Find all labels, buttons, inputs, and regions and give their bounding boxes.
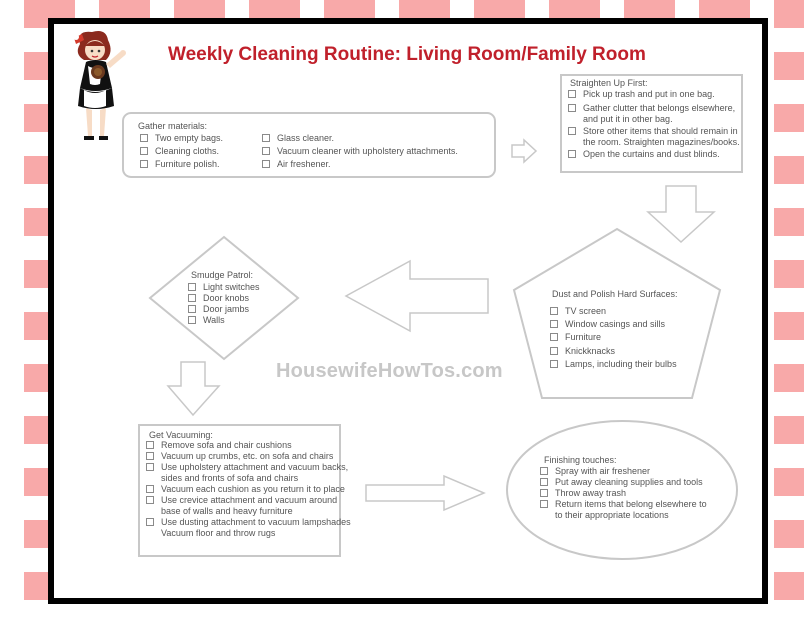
checkbox[interactable]	[146, 452, 154, 460]
gather-item: Vacuum cleaner with upholstery attachments.	[262, 146, 458, 159]
vacuum-item: Use upholstery attachment and vacuum backs, sides and fronts of sofa and chairs	[146, 462, 351, 484]
straighten-item: Store other items that should remain in the room. Straighten magazines/books.	[568, 126, 740, 149]
gather-item: Air freshener.	[262, 159, 458, 172]
gather-materials-list-col2	[262, 133, 458, 172]
smudge-item: Door jambs	[188, 304, 260, 315]
checkbox[interactable]	[540, 489, 548, 497]
checkbox[interactable]	[550, 360, 558, 368]
finishing-item: Spray with air freshener	[540, 466, 707, 477]
vacuum-item: Remove sofa and chair cushions	[146, 440, 351, 451]
dust-item: Furniture	[550, 332, 677, 346]
gather-item: Two empty bags.	[140, 133, 223, 146]
vacuum-item: Vacuum up crumbs, etc. on sofa and chairs	[146, 451, 351, 462]
checkbox[interactable]	[262, 134, 270, 142]
checkbox[interactable]	[550, 320, 558, 328]
checkbox[interactable]	[188, 294, 196, 302]
straighten-item: Pick up trash and put in one bag.	[568, 89, 740, 103]
checkbox[interactable]	[188, 316, 196, 324]
site-watermark: HousewifeHowTos.com	[276, 360, 503, 382]
gather-materials-heading: Gather materials:	[138, 121, 208, 131]
page-title: Weekly Cleaning Routine: Living Room/Family Room	[168, 44, 646, 65]
dust-item: Window casings and sills	[550, 319, 677, 332]
dust-item: Lamps, including their bulbs	[550, 359, 677, 372]
checkbox[interactable]	[568, 104, 576, 112]
dust-polish-list	[550, 306, 677, 372]
vacuum-item: Use dusting attachment to vacuum lampshades	[146, 517, 351, 528]
checkbox[interactable]	[146, 518, 154, 526]
checkbox[interactable]	[140, 134, 148, 142]
checkbox[interactable]	[540, 467, 548, 475]
smudge-patrol-heading: Smudge Patrol:	[191, 270, 254, 280]
checkbox[interactable]	[146, 463, 154, 471]
straighten-up-list	[568, 89, 740, 161]
get-vacuuming-heading: Get Vacuuming:	[149, 430, 213, 440]
checkbox[interactable]	[188, 305, 196, 313]
dust-polish-heading: Dust and Polish Hard Surfaces:	[552, 289, 678, 299]
dust-item: Knickknacks	[550, 346, 677, 359]
checkbox[interactable]	[540, 500, 548, 508]
arrow-right-icon	[510, 138, 540, 164]
gather-materials-list-col1	[140, 133, 223, 172]
finishing-touches-list	[540, 466, 707, 521]
smudge-patrol-list	[188, 282, 260, 326]
straighten-item: Gather clutter that belongs elsewhere, and put it in other bag.	[568, 103, 740, 126]
checkbox[interactable]	[262, 147, 270, 155]
checkbox[interactable]	[146, 485, 154, 493]
gather-item: Furniture polish.	[140, 159, 223, 172]
get-vacuuming-list	[146, 440, 351, 539]
finishing-item: Return items that belong elsewhere to to their appropriate locations	[540, 499, 707, 521]
arrow-down-icon	[166, 360, 222, 418]
checkbox[interactable]	[550, 333, 558, 341]
vacuum-item: Vacuum each cushion as you return it to place	[146, 484, 351, 495]
checkbox[interactable]	[550, 347, 558, 355]
smudge-item: Walls	[188, 315, 260, 326]
vacuum-item: Use crevice attachment and vacuum around base of walls and heavy furniture	[146, 495, 351, 517]
checkbox[interactable]	[146, 441, 154, 449]
dust-item: TV screen	[550, 306, 677, 319]
checkbox[interactable]	[540, 478, 548, 486]
checkbox[interactable]	[568, 90, 576, 98]
straighten-up-heading: Straighten Up First:	[570, 78, 648, 88]
checkbox[interactable]	[568, 127, 576, 135]
smudge-item: Light switches	[188, 282, 260, 293]
checkbox[interactable]	[146, 496, 154, 504]
checkbox[interactable]	[140, 147, 148, 155]
checkbox[interactable]	[568, 150, 576, 158]
finishing-item: Put away cleaning supplies and tools	[540, 477, 707, 488]
checkbox[interactable]	[188, 283, 196, 291]
vacuum-item-extra: Vacuum floor and throw rugs	[161, 528, 276, 538]
finishing-item: Throw away trash	[540, 488, 707, 499]
checkbox[interactable]	[550, 307, 558, 315]
gather-item: Cleaning cloths.	[140, 146, 223, 159]
arrow-right-icon	[364, 474, 488, 512]
arrow-left-icon	[342, 258, 492, 334]
smudge-item: Door knobs	[188, 293, 260, 304]
straighten-item: Open the curtains and dust blinds.	[568, 149, 740, 161]
gather-item: Glass cleaner.	[262, 133, 458, 146]
finishing-touches-heading: Finishing touches:	[544, 455, 617, 465]
checkbox[interactable]	[140, 160, 148, 168]
checkbox[interactable]	[262, 160, 270, 168]
